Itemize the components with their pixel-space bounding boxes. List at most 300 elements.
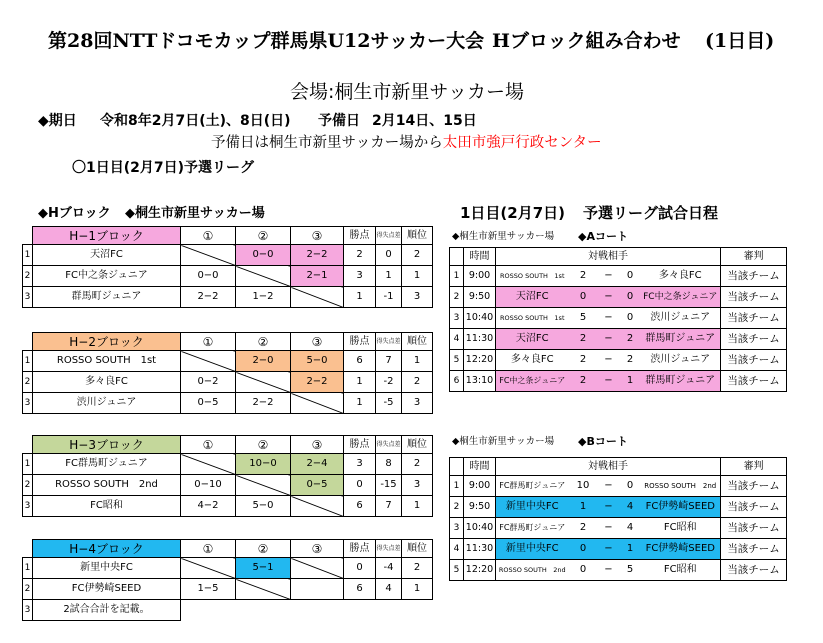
home-team-cell	[496, 518, 569, 539]
away-team: FC昭和	[663, 522, 697, 533]
away-team-cell	[641, 560, 721, 581]
home-team-cell	[496, 329, 569, 350]
points-header: 勝点	[344, 540, 376, 558]
standings-header-row	[23, 333, 433, 351]
match-schedule-table	[449, 457, 787, 581]
rank: 1	[402, 579, 433, 600]
row-number-header	[23, 333, 33, 351]
match-result: 0−5	[181, 393, 236, 414]
reserve-note-text: 予備日は桐生市新里サッカー場から	[211, 135, 443, 151]
standings-row	[23, 558, 433, 579]
match-number: 4	[450, 539, 464, 560]
schedule-row	[450, 287, 787, 308]
match-result: 10−0	[236, 454, 291, 475]
match-result: 4−2	[181, 496, 236, 517]
score-separator: −	[598, 308, 620, 329]
team-name: 新里中央FC	[80, 562, 133, 573]
team-cell	[33, 579, 181, 600]
empty-cell	[291, 600, 344, 621]
kickoff-time: 12:20	[464, 350, 496, 371]
goal-difference: 7	[376, 496, 402, 517]
match-number: 2	[450, 497, 464, 518]
match-result: 1−2	[236, 287, 291, 308]
block-name: H−3ブロック	[33, 436, 181, 454]
goal-difference-header: 得失点差	[376, 540, 402, 558]
standings-row	[23, 579, 433, 600]
team-cell	[33, 245, 181, 266]
block-h4-standings	[22, 539, 433, 621]
team-name: ROSSO SOUTH 2nd	[55, 479, 158, 490]
dates-label: ◆期日	[38, 113, 77, 129]
referee: 当該チーム	[721, 308, 787, 329]
time-header: 時間	[464, 248, 496, 266]
match-result: 5−0	[236, 496, 291, 517]
goal-difference: -15	[376, 475, 402, 496]
goal-difference: -4	[376, 558, 402, 579]
match-result: 0−0	[181, 266, 236, 287]
referee: 当該チーム	[721, 497, 787, 518]
match-schedule-table	[449, 247, 787, 392]
away-team: FC中之条ジュニア	[643, 292, 718, 302]
referee: 当該チーム	[721, 266, 787, 287]
kickoff-time: 9:00	[464, 476, 496, 497]
away-team-cell	[641, 329, 721, 350]
goal-difference-header: 得失点差	[376, 436, 402, 454]
home-team-cell	[496, 287, 569, 308]
rank-header: 順位	[402, 333, 433, 351]
match-number: 6	[450, 371, 464, 392]
points: 6	[344, 579, 376, 600]
away-team: ROSSO SOUTH 2nd	[644, 482, 717, 490]
rank-header: 順位	[402, 227, 433, 245]
away-team: 渋川ジュニア	[650, 312, 711, 323]
match-result: 2−4	[291, 454, 344, 475]
standings-row	[23, 266, 433, 287]
opponent-header-1: ①	[181, 333, 236, 351]
standings-row	[23, 475, 433, 496]
row-number: 1	[23, 454, 33, 475]
team-cell	[33, 454, 181, 475]
score-separator: −	[598, 539, 620, 560]
rank: 1	[402, 351, 433, 372]
standings-table	[22, 332, 433, 414]
referee-header: 審判	[721, 458, 787, 476]
time-header: 時間	[464, 458, 496, 476]
home-team: 新里中央FC	[505, 543, 559, 554]
team-name: 渋川ジュニア	[76, 397, 137, 408]
goal-difference: -5	[376, 393, 402, 414]
rank-header: 順位	[402, 436, 433, 454]
opponent-header-1: ①	[181, 227, 236, 245]
block-h2-standings	[22, 332, 433, 414]
reserve-date-value: 2月14日、15日	[372, 113, 477, 129]
match-result: 2−2	[181, 287, 236, 308]
away-score: 1	[620, 371, 641, 392]
team-cell	[33, 393, 181, 414]
match-number: 5	[450, 350, 464, 371]
row-number-header	[23, 227, 33, 245]
opponents-header: 対戦相手	[496, 248, 721, 266]
home-score: 0	[569, 560, 598, 581]
goal-difference-header: 得失点差	[376, 227, 402, 245]
score-separator: −	[598, 476, 620, 497]
away-team-cell	[641, 308, 721, 329]
note-cell	[33, 600, 181, 621]
score-separator: −	[598, 497, 620, 518]
standings-table	[22, 435, 433, 517]
court-b-venue: ◆桐生市新里サッカー場	[452, 436, 555, 447]
standings-table	[22, 226, 433, 308]
empty-cell	[376, 600, 402, 621]
home-team-cell	[496, 371, 569, 392]
home-team-cell	[496, 350, 569, 371]
diagonal-cell	[291, 393, 344, 414]
reserve-date-label: 予備日	[318, 113, 360, 129]
diagonal-cell	[181, 351, 236, 372]
document-title-block: Hブロック組み合わせ	[492, 30, 681, 52]
document-title-day: (1日目)	[705, 30, 775, 52]
points: 1	[344, 372, 376, 393]
home-score: 2	[569, 371, 598, 392]
match-number: 4	[450, 329, 464, 350]
match-number-header	[450, 248, 464, 266]
standings-row	[23, 454, 433, 475]
home-team-cell	[496, 476, 569, 497]
kickoff-time: 9:00	[464, 266, 496, 287]
rank: 1	[402, 266, 433, 287]
standings-row	[23, 245, 433, 266]
match-result: 0−5	[291, 475, 344, 496]
away-team: 群馬町ジュニア	[645, 375, 716, 386]
row-number: 3	[23, 287, 33, 308]
diagonal-cell	[291, 558, 344, 579]
away-team-cell	[641, 476, 721, 497]
rank: 2	[402, 454, 433, 475]
rank: 3	[402, 475, 433, 496]
away-score: 5	[620, 560, 641, 581]
away-team: FC伊勢崎SEED	[645, 501, 715, 512]
away-team-cell	[641, 539, 721, 560]
home-team: 天沼FC	[515, 291, 549, 302]
diagonal-cell	[236, 372, 291, 393]
goal-difference: 8	[376, 454, 402, 475]
match-result: 0−2	[181, 372, 236, 393]
team-cell	[33, 266, 181, 287]
reserve-note	[211, 134, 602, 152]
diagonal-cell	[291, 496, 344, 517]
opponent-header-3: ③	[291, 227, 344, 245]
row-number: 3	[23, 496, 33, 517]
goal-difference: 0	[376, 245, 402, 266]
points-header: 勝点	[344, 227, 376, 245]
row-number: 3	[23, 393, 33, 414]
opponent-header-3: ③	[291, 333, 344, 351]
home-team-cell	[496, 560, 569, 581]
away-score: 0	[620, 287, 641, 308]
points: 3	[344, 266, 376, 287]
row-number: 1	[23, 245, 33, 266]
row-number: 2	[23, 475, 33, 496]
score-separator: −	[598, 371, 620, 392]
points-header: 勝点	[344, 436, 376, 454]
match-number: 3	[450, 308, 464, 329]
points: 0	[344, 475, 376, 496]
block-name: H−4ブロック	[33, 540, 181, 558]
match-number: 5	[450, 560, 464, 581]
home-score: 10	[569, 476, 598, 497]
away-score: 2	[620, 329, 641, 350]
row-number: 2	[23, 266, 33, 287]
kickoff-time: 9:50	[464, 287, 496, 308]
court-a-venue: ◆桐生市新里サッカー場	[452, 231, 555, 242]
diagonal-cell	[181, 558, 236, 579]
home-team: FC群馬町ジュニア	[499, 523, 566, 532]
team-cell	[33, 475, 181, 496]
schedule-row	[450, 560, 787, 581]
home-score: 1	[569, 497, 598, 518]
team-name: ROSSO SOUTH 1st	[56, 355, 157, 366]
standings-row	[23, 496, 433, 517]
team-name: FC伊勢崎SEED	[71, 583, 142, 594]
home-team: FC群馬町ジュニア	[499, 481, 566, 490]
home-score: 2	[569, 518, 598, 539]
goal-difference: 4	[376, 579, 402, 600]
away-score: 2	[620, 350, 641, 371]
kickoff-time: 10:40	[464, 518, 496, 539]
row-number: 1	[23, 558, 33, 579]
opponent-header-3: ③	[291, 436, 344, 454]
match-result: 5−0	[291, 351, 344, 372]
rank: 3	[402, 287, 433, 308]
away-team: 群馬町ジュニア	[645, 333, 716, 344]
referee: 当該チーム	[721, 539, 787, 560]
team-cell	[33, 372, 181, 393]
standings-row	[23, 372, 433, 393]
court-a-label: ◆Aコート	[578, 230, 628, 243]
away-team: FC伊勢崎SEED	[645, 543, 715, 554]
block-h1-standings	[22, 226, 433, 308]
away-team: FC昭和	[663, 564, 697, 575]
goal-difference: -2	[376, 372, 402, 393]
empty-cell	[402, 600, 433, 621]
match-result: 0−10	[181, 475, 236, 496]
day1-label: 〇1日目(2月7日)予選リーグ	[72, 160, 255, 176]
points: 1	[344, 393, 376, 414]
home-score: 2	[569, 350, 598, 371]
away-team-cell	[641, 371, 721, 392]
diagonal-cell	[236, 579, 291, 600]
standings-header-row	[23, 540, 433, 558]
match-result: 2−2	[291, 372, 344, 393]
referee: 当該チーム	[721, 350, 787, 371]
team-name: FC昭和	[90, 500, 123, 511]
schedule-row	[450, 266, 787, 287]
points: 6	[344, 496, 376, 517]
score-separator: −	[598, 287, 620, 308]
kickoff-time: 11:30	[464, 539, 496, 560]
diagonal-cell	[236, 266, 291, 287]
home-team: FC中之条ジュニア	[499, 376, 566, 385]
match-number: 1	[450, 476, 464, 497]
court-a-schedule	[449, 247, 787, 392]
home-team: 天沼FC	[515, 333, 549, 344]
rank-header: 順位	[402, 540, 433, 558]
match-result: 2−2	[236, 393, 291, 414]
note-row	[23, 600, 433, 621]
opponent-header-2: ②	[236, 540, 291, 558]
home-score: 0	[569, 539, 598, 560]
points: 3	[344, 454, 376, 475]
match-number: 2	[450, 287, 464, 308]
goal-difference: -1	[376, 287, 402, 308]
empty-cell	[181, 600, 236, 621]
standings-table	[22, 539, 433, 621]
kickoff-time: 10:40	[464, 308, 496, 329]
home-score: 2	[569, 329, 598, 350]
match-number-header	[450, 458, 464, 476]
score-separator: −	[598, 560, 620, 581]
row-number: 2	[23, 579, 33, 600]
goal-difference: 1	[376, 266, 402, 287]
schedule-row	[450, 518, 787, 539]
match-result: 2−1	[291, 266, 344, 287]
kickoff-time: 11:30	[464, 329, 496, 350]
team-cell	[33, 558, 181, 579]
dates-value: 令和8年2月7日(土)、8日(日)	[100, 113, 291, 129]
team-cell	[33, 287, 181, 308]
court-b-label: ◆Bコート	[578, 435, 628, 448]
home-team-cell	[496, 539, 569, 560]
match-number: 3	[450, 518, 464, 539]
rank: 2	[402, 558, 433, 579]
schedule-row	[450, 476, 787, 497]
opponent-header-1: ①	[181, 540, 236, 558]
match-result: 2−2	[291, 245, 344, 266]
document-title: 第28回NTTドコモカップ群馬県U12サッカー大会	[48, 30, 485, 52]
match-result	[291, 579, 344, 600]
referee: 当該チーム	[721, 371, 787, 392]
home-team: 多々良FC	[510, 354, 554, 365]
reserve-note-highlight: 太田市強戸行政センター	[442, 135, 602, 151]
row-number-header	[23, 540, 33, 558]
opponent-header-2: ②	[236, 436, 291, 454]
away-team-cell	[641, 266, 721, 287]
opponent-header-1: ①	[181, 436, 236, 454]
opponent-header-2: ②	[236, 333, 291, 351]
rank: 2	[402, 372, 433, 393]
block-h3-standings	[22, 435, 433, 517]
match-result: 1−5	[181, 579, 236, 600]
match-result: 2−0	[236, 351, 291, 372]
away-score: 4	[620, 518, 641, 539]
team-cell	[33, 351, 181, 372]
referee: 当該チーム	[721, 518, 787, 539]
team-name: FC群馬町ジュニア	[65, 458, 148, 469]
schedule-title-heading: 予選リーグ試合日程	[583, 204, 719, 222]
away-score: 0	[620, 266, 641, 287]
match-result: 0−0	[236, 245, 291, 266]
rank: 1	[402, 496, 433, 517]
referee: 当該チーム	[721, 329, 787, 350]
standings-header-row	[23, 436, 433, 454]
home-team-cell	[496, 266, 569, 287]
team-name: 天沼FC	[90, 249, 123, 260]
home-score: 5	[569, 308, 598, 329]
goal-difference-header: 得失点差	[376, 333, 402, 351]
home-team-cell	[496, 308, 569, 329]
team-name: 多々良FC	[85, 376, 128, 387]
home-team: 新里中央FC	[505, 501, 559, 512]
schedule-header-row	[450, 458, 787, 476]
away-team-cell	[641, 497, 721, 518]
home-team: ROSSO SOUTH 1st	[500, 314, 565, 322]
diagonal-cell	[181, 245, 236, 266]
schedule-day-heading: 1日目(2月7日)	[460, 204, 566, 222]
away-team: 多々良FC	[658, 270, 702, 281]
away-team-cell	[641, 287, 721, 308]
match-result: 5−1	[236, 558, 291, 579]
row-number-header	[23, 436, 33, 454]
schedule-row	[450, 350, 787, 371]
standings-row	[23, 351, 433, 372]
away-team-cell	[641, 518, 721, 539]
points: 6	[344, 351, 376, 372]
home-score: 0	[569, 287, 598, 308]
standings-block-heading: ◆Hブロック	[38, 206, 111, 221]
away-score: 1	[620, 539, 641, 560]
home-team-cell	[496, 497, 569, 518]
standings-header-row	[23, 227, 433, 245]
note-text: 2試合合計を記載。	[63, 604, 150, 615]
court-b-schedule	[449, 457, 787, 581]
opponent-header-2: ②	[236, 227, 291, 245]
away-score: 4	[620, 497, 641, 518]
row-number: 3	[23, 600, 33, 621]
team-cell	[33, 496, 181, 517]
venue-line: 会場:桐生市新里サッカー場	[290, 81, 525, 103]
schedule-row	[450, 539, 787, 560]
points-header: 勝点	[344, 333, 376, 351]
row-number: 2	[23, 372, 33, 393]
rank: 2	[402, 245, 433, 266]
schedule-row	[450, 308, 787, 329]
diagonal-cell	[181, 454, 236, 475]
referee: 当該チーム	[721, 287, 787, 308]
home-team: ROSSO SOUTH 1st	[500, 272, 565, 280]
team-name: 群馬町ジュニア	[71, 291, 142, 302]
diagonal-cell	[236, 475, 291, 496]
away-team: 渋川ジュニア	[650, 354, 711, 365]
schedule-header-row	[450, 248, 787, 266]
score-separator: −	[598, 350, 620, 371]
standings-row	[23, 393, 433, 414]
standings-venue-heading: ◆桐生市新里サッカー場	[125, 206, 265, 221]
kickoff-time: 13:10	[464, 371, 496, 392]
opponents-header: 対戦相手	[496, 458, 721, 476]
opponent-header-3: ③	[291, 540, 344, 558]
points: 1	[344, 287, 376, 308]
kickoff-time: 12:20	[464, 560, 496, 581]
block-name: H−1ブロック	[33, 227, 181, 245]
score-separator: −	[598, 518, 620, 539]
empty-cell	[344, 600, 376, 621]
kickoff-time: 9:50	[464, 497, 496, 518]
diagonal-cell	[291, 287, 344, 308]
schedule-row	[450, 329, 787, 350]
away-score: 0	[620, 308, 641, 329]
team-name: FC中之条ジュニア	[65, 270, 148, 281]
referee: 当該チーム	[721, 476, 787, 497]
